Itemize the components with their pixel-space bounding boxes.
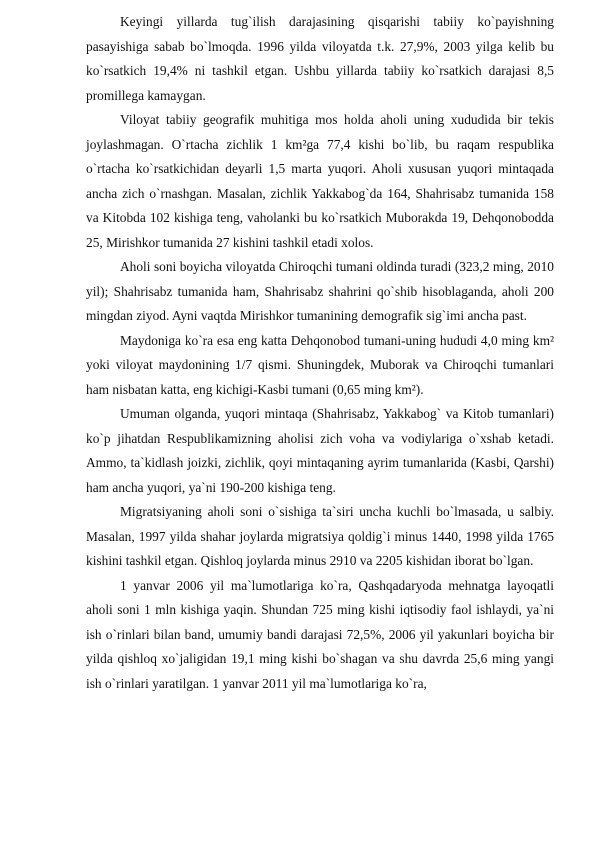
document-body (86, 10, 554, 696)
paragraph-population-by-district: Aholi soni boyicha viloyatda Chiroqchi tumani oldinda turadi (323,2 ming, 2010 yil); Shahrisabz tumanida ham, Shahrisabz shahrini qo`shib hisoblaganda, aholi 200 mingdan ziyod. Ayni vaqtda Mirishkor tumanining demografik sig`imi ancha past. (86, 259, 554, 323)
paragraph-birth-rate: Keyingi yillarda tug`ilish darajasining qisqarishi tabiiy ko`payishning pasayishiga sabab bo`lmoqda. 1996 yilda viloyatda t.k. 27,9%, 2003 yilga kelib bu ko`rsatkich 19,4% ni tashkil etgan. Ushbu yillarda tabiiy ko`rsatkich darajasi 8,5 promillega kamaygan. (86, 14, 554, 103)
paragraph-employment: 1 yanvar 2006 yil ma`lumotlariga ko`ra, Qashqadaryoda mehnatga layoqatli aholi soni 1 mln kishiga yaqin. Shundan 725 ming kishi iqtisodiy faol ishlaydi, ya`ni ish o`rinlari bilan band, umumiy bandi darajasi 72,5%, 2006 yil yakunlari boyicha bir yilda qishloq xo`jaligidan 19,1 ming kishi bo`shagan va shu davrda 25,6 ming yangi ish o`rinlari yaratilgan. 1 yanvar 2011 yil ma`lumotlariga ko`ra, (86, 577, 554, 691)
paragraph-migration: Migratsiyaning aholi soni o`sishiga ta`siri uncha kuchli bo`lmasada, u salbiy. Masalan, 1997 yilda shahar joylarda migratsiya qoldig`i minus 1440, 1998 yilda 1765 kishini tashkil etgan. Qishloq joylarda minus 2910 va 2205 kishidan iborat bo`lgan. (86, 504, 554, 568)
paragraph-population-density: Viloyat tabiiy geografik muhitiga mos holda aholi uning xududida bir tekis joylashmagan. O`rtacha zichlik 1 km²ga 77,4 kishi bo`lib, bu raqam respublika o`rtacha ko`rsatkichidan deyarli 1,5 marta yuqori. Aholi xususan yuqori mintaqada ancha zich o`rnashgan. Masalan, zichlik Yakkabog`da 164, Shahrisabz tumanida 158 va Kitobda 102 kishiga teng, vaholanki bu ko`rsatkich Muborakda 19, Dehqonobodda 25, Mirishkor tumanida 27 kishini tashkil etadi xolos. (86, 112, 554, 250)
paragraph-upper-zone: Umuman olganda, yuqori mintaqa (Shahrisabz, Yakkabog` va Kitob tumanlari) ko`p jihatdan Respublikamizning aholisi zich voha va vodiylariga o`xshab ketadi. Ammo, ta`kidlash joizki, zichlik, qoyi mintaqaning ayrim tumanlarida (Kasbi, Qarshi) ham ancha yuqori, ya`ni 190-200 kishiga teng. (86, 406, 554, 495)
paragraph-district-area: Maydoniga ko`ra esa eng katta Dehqonobod tumani-uning hududi 4,0 ming km² yoki viloyat maydonining 1/7 qismi. Shuningdek, Muborak va Chiroqchi tumanlari ham nisbatan katta, eng kichigi-Kasbi tumani (0,65 ming km²). (86, 332, 554, 397)
